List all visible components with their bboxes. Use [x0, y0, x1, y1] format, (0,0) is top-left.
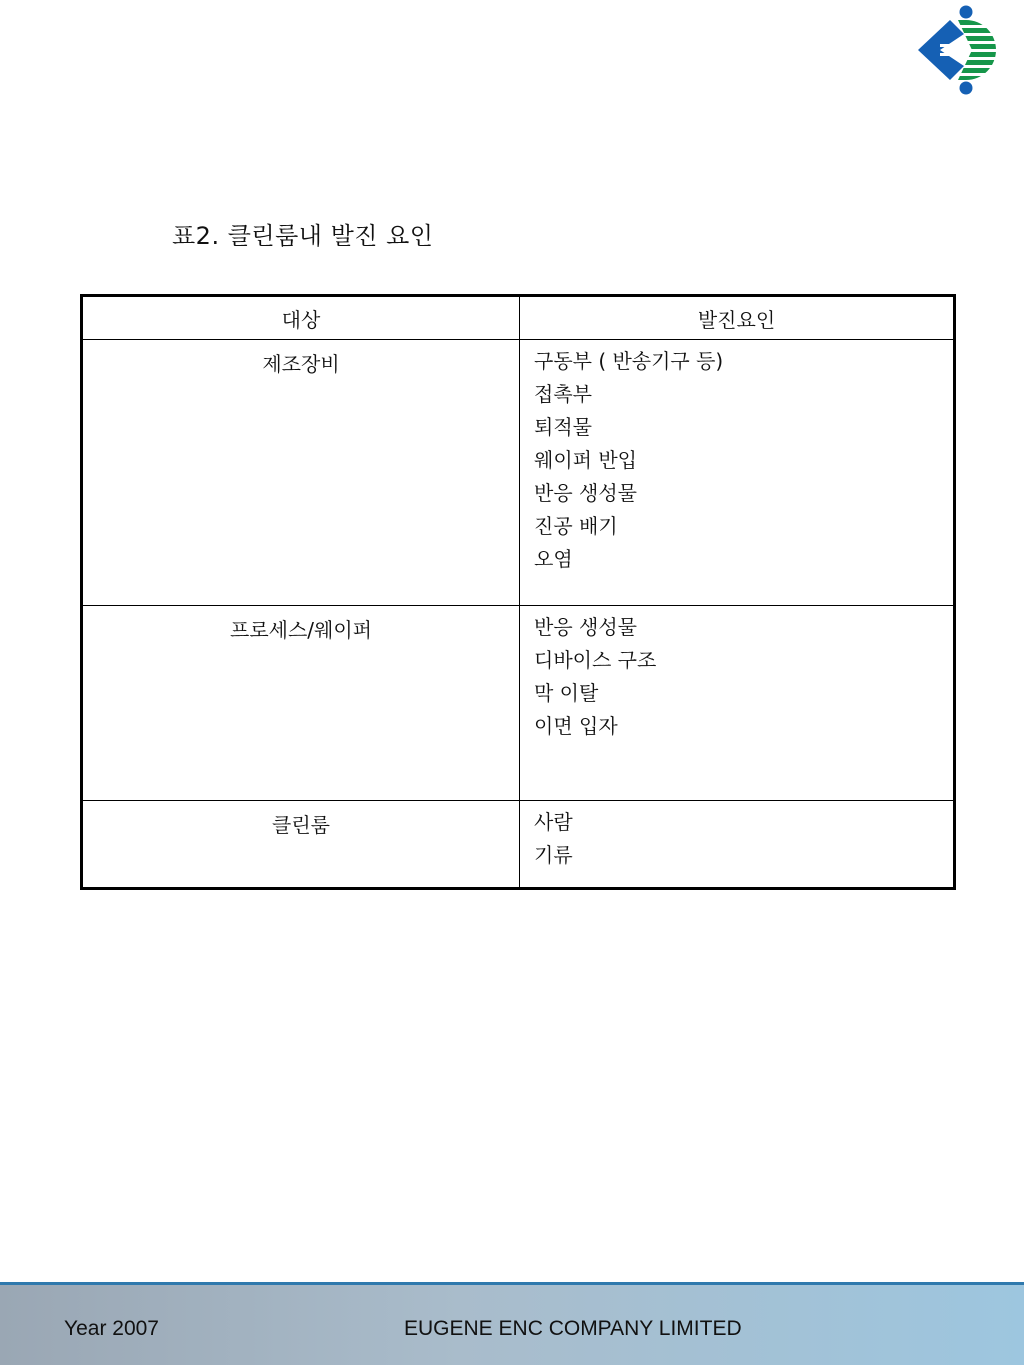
dust-factors-table — [80, 294, 956, 890]
factor-item: 이면 입자 — [534, 714, 618, 738]
table-row — [82, 340, 955, 606]
factor-item: 디바이스 구조 — [534, 648, 657, 672]
header-factors: 발진요인 — [520, 296, 955, 340]
row-target: 프로세스/웨이퍼 — [82, 606, 520, 801]
row-target: 클린룸 — [82, 801, 520, 889]
factor-item: 퇴적물 — [534, 415, 592, 439]
factor-item: 오염 — [534, 547, 573, 571]
factor-item: 기류 — [534, 843, 573, 867]
factor-item: 막 이탈 — [534, 681, 599, 705]
footer-company: EUGENE ENC COMPANY LIMITED — [404, 1317, 742, 1340]
factor-item: 접촉부 — [534, 382, 592, 406]
factor-item: 웨이퍼 반입 — [534, 448, 637, 472]
footer-bar — [0, 1282, 1024, 1365]
company-logo-icon — [914, 4, 1018, 96]
row-factors — [520, 606, 955, 801]
factor-item: 반응 생성물 — [534, 481, 637, 505]
table-header-row — [82, 296, 955, 340]
row-factors — [520, 340, 955, 606]
factor-item: 사람 — [534, 810, 573, 834]
factor-item: 진공 배기 — [534, 514, 618, 538]
table-row — [82, 801, 955, 889]
factor-item: 반응 생성물 — [534, 615, 637, 639]
table-row — [82, 606, 955, 801]
footer-year: Year 2007 — [64, 1317, 159, 1340]
page-title: 표2. 클린룸내 발진 요인 — [172, 222, 434, 250]
factor-item: 구동부 ( 반송기구 등) — [534, 349, 724, 373]
row-target: 제조장비 — [82, 340, 520, 606]
header-target: 대상 — [82, 296, 520, 340]
row-factors — [520, 801, 955, 889]
